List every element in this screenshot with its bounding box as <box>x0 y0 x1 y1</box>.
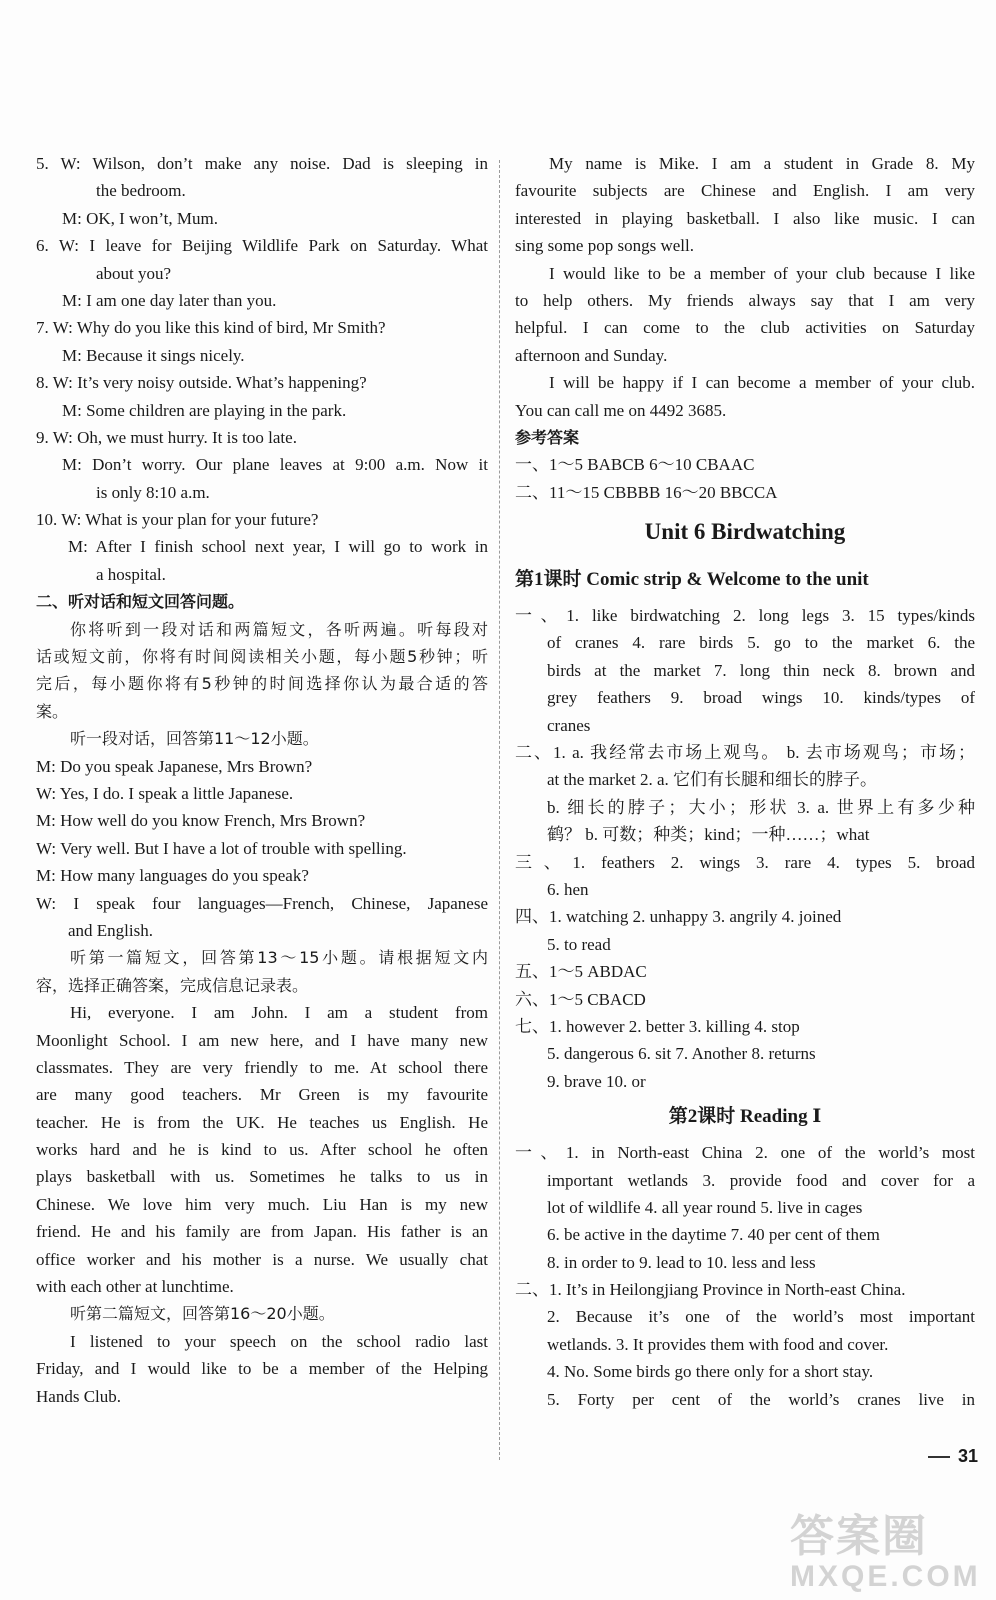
lesson1-title: 第1课时 Comic strip & Welcome to the unit <box>515 569 869 591</box>
answer-line: 五、1～5 ABDAC <box>515 962 647 982</box>
text-line: office worker and his mother is a nurse. We usually chat <box>36 1249 488 1269</box>
answer-line: 鹤？ b. 可数；种类；kind；一种……；what <box>547 825 870 845</box>
page-number <box>928 1446 978 1467</box>
text-line: plays basketball with us. Sometimes he talks to us in <box>36 1167 488 1187</box>
text-line: M: How well do you know French, Mrs Brown? <box>36 811 366 831</box>
text-line: 听一段对话，回答第11～12小题。 <box>70 729 319 749</box>
text-line: M: Because it sings nicely. <box>62 345 245 365</box>
text-line: 听第二篇短文，回答第16～20小题。 <box>70 1304 335 1324</box>
text-line: are many good teachers. Mr Green is my favourite <box>36 1085 488 1105</box>
answer-line: grey feathers 9. broad wings 10. kinds/types of <box>547 688 975 708</box>
answer-line: lot of wildlife 4. all year round 5. live in cages <box>547 1197 863 1217</box>
text-line: Hands Club. <box>36 1386 121 1406</box>
answer-line: 二、1. It’s in Heilongjiang Province in North-east China. <box>515 1280 906 1300</box>
answer-line: 8. in order to 9. lead to 10. less and less <box>547 1252 816 1272</box>
site-watermark-logo <box>790 1500 981 1593</box>
text-line: classmates. They are very friendly to me. At school there <box>36 1057 488 1077</box>
text-line: 二、11～15 CBBBB 16～20 BBCCA <box>515 482 778 502</box>
text-line: I will be happy if I can become a member of your club. <box>549 373 975 393</box>
answer-line: cranes <box>547 715 591 735</box>
text-line: 听第一篇短文，回答第13～15小题。请根据短文内 <box>70 948 488 968</box>
answer-line: 四、1. watching 2. unhappy 3. angrily 4. joined <box>515 907 842 927</box>
text-line: and English. <box>68 920 153 940</box>
answer-line: 5. dangerous 6. sit 7. Another 8. returns <box>547 1044 816 1064</box>
text-line: favourite subjects are Chinese and English. I am very <box>515 181 975 201</box>
answer-line: 6. be active in the daytime 7. 40 per cent of them <box>547 1225 880 1245</box>
text-line: to help others. My friends always say that I am very <box>515 290 975 310</box>
answer-line: 二、1. a. 我经常去市场上观鸟。 b. 去市场观鸟；市场； <box>515 743 975 763</box>
text-line: M: Do you speak Japanese, Mrs Brown? <box>36 756 313 776</box>
text-line: 你将听到一段对话和两篇短文，各听两遍。听每段对 <box>70 619 488 639</box>
unit-title: Unit 6 Birdwatching <box>644 519 846 545</box>
text-line: M: I am one day later than you. <box>62 290 277 310</box>
text-line: 参考答案 <box>515 427 580 447</box>
text-line: 5. W: Wilson, don’t make any noise. Dad is sleeping in <box>36 154 488 173</box>
text-line: Hi, everyone. I am John. I am a student from <box>70 1003 488 1023</box>
answer-line: b. 细长的脖子；大小；形状 3. a. 世界上有多少种 <box>547 797 975 817</box>
answer-line: 七、1. however 2. better 3. killing 4. stop <box>515 1016 800 1036</box>
text-line: W: Very well. But I have a lot of trouble with spelling. <box>36 838 407 858</box>
listening-passage-and-answers <box>515 150 975 506</box>
answer-line: 一、1. like birdwatching 2. long legs 3. 15 types/kinds <box>515 606 975 626</box>
text-line: 容，选择正确答案，完成信息记录表。 <box>36 975 309 995</box>
text-line: about you? <box>96 263 172 283</box>
answer-line: wetlands. 3. It provides them with food and cover. <box>547 1334 889 1354</box>
text-line: sing some pop songs well. <box>515 236 694 256</box>
text-line: 10. W: What is your plan for your future? <box>36 510 319 530</box>
text-line: Moonlight School. I am new here, and I have many new <box>36 1030 488 1050</box>
text-line: 话或短文前，你将有时间阅读相关小题，每小题5秒钟；听 <box>36 647 488 667</box>
answer-line: 一、1. in North-east China 2. one of the world’s most <box>515 1143 975 1163</box>
answer-line: 2. Because it’s one of the world’s most important <box>547 1307 975 1327</box>
text-line: I listened to your speech on the school radio last <box>70 1331 488 1351</box>
text-line: M: OK, I won’t, Mum. <box>62 208 218 228</box>
watermark-logo-text: 答案圈 <box>790 1511 928 1562</box>
text-line: Friday, and I would like to be a member of the Helping <box>36 1359 488 1379</box>
text-line: Chinese. We love him very much. Liu Han is my new <box>36 1194 488 1214</box>
answer-line: 5. to read <box>547 934 611 954</box>
right-column <box>515 150 975 1413</box>
text-line: 7. W: Why do you like this kind of bird, Mr Smith? <box>36 318 386 338</box>
text-line: I would like to be a member of your club because I like <box>549 263 975 283</box>
answer-line: birds at the market 7. long thin neck 8. brown and <box>547 660 975 680</box>
text-line: a hospital. <box>96 564 166 584</box>
text-line: W: I speak four languages—French, Chinese, Japanese <box>36 893 488 913</box>
lesson1-answers <box>515 602 975 1095</box>
column-divider <box>499 160 500 1460</box>
text-line: is only 8:10 a.m. <box>96 482 210 502</box>
text-line: helpful. I can come to the club activities on Saturday <box>515 318 975 338</box>
answer-line: 三、1. feathers 2. wings 3. rare 4. types 5. broad <box>515 852 975 872</box>
text-line: teacher. He is from the UK. He teaches us English. He <box>36 1112 488 1132</box>
text-line: 8. W: It’s very noisy outside. What’s happening? <box>36 373 367 393</box>
text-line: 9. W: Oh, we must hurry. It is too late. <box>36 427 297 447</box>
page-number-text: 31 <box>958 1446 979 1466</box>
answer-line: 6. hen <box>547 879 589 899</box>
left-column <box>36 150 488 1410</box>
text-line: M: After I finish school next year, I will go to work in <box>68 537 488 557</box>
answer-line: 六、1～5 CBACD <box>515 989 646 1009</box>
text-line: My name is Mike. I am a student in Grade 8. My <box>549 154 975 173</box>
text-line: 案。 <box>36 701 69 721</box>
text-line: friend. He and his family are from Japan. His father is an <box>36 1222 488 1242</box>
text-line: M: Some children are playing in the park. <box>62 400 347 420</box>
text-line: afternoon and Sunday. <box>515 345 668 365</box>
text-line: 一、1～5 BABCB 6～10 CBAAC <box>515 455 755 475</box>
answer-line: important wetlands 3. provide food and cover for a <box>547 1170 975 1190</box>
text-line: 二、听对话和短文回答问题。 <box>36 592 245 612</box>
answer-line: of cranes 4. rare birds 5. go to the market 6. the <box>547 633 975 653</box>
text-line: with each other at lunchtime. <box>36 1277 234 1297</box>
text-line: works hard and he is kind to us. After school he often <box>36 1140 488 1160</box>
text-line: interested in playing basketball. I also like music. I can <box>515 208 975 228</box>
answer-line: 4. No. Some birds go there only for a short stay. <box>547 1362 874 1382</box>
answer-line: at the market 2. a. 它们有长腿和细长的脖子。 <box>547 770 878 790</box>
text-line: 完后，每小题你将有5秒钟的时间选择你认为最合适的答 <box>36 674 488 694</box>
answer-line: 9. brave 10. or <box>547 1071 646 1091</box>
watermark-logo-url: MXQE.COM <box>790 1560 981 1593</box>
text-line: 6. W: I leave for Beijing Wildlife Park on Saturday. What <box>36 236 488 256</box>
lesson2-title: 第2课时 Reading Ⅰ <box>668 1106 822 1128</box>
text-line: W: Yes, I do. I speak a little Japanese. <box>36 783 294 803</box>
answer-line: 5. Forty per cent of the world’s cranes live in <box>547 1389 975 1409</box>
lesson2-answers <box>515 1139 975 1413</box>
text-line: the bedroom. <box>96 181 186 201</box>
text-line: M: How many languages do you speak? <box>36 866 309 886</box>
text-line: M: Don’t worry. Our plane leaves at 9:00 a.m. Now it <box>62 455 488 475</box>
text-line: You can call me on 4492 3685. <box>515 400 727 420</box>
